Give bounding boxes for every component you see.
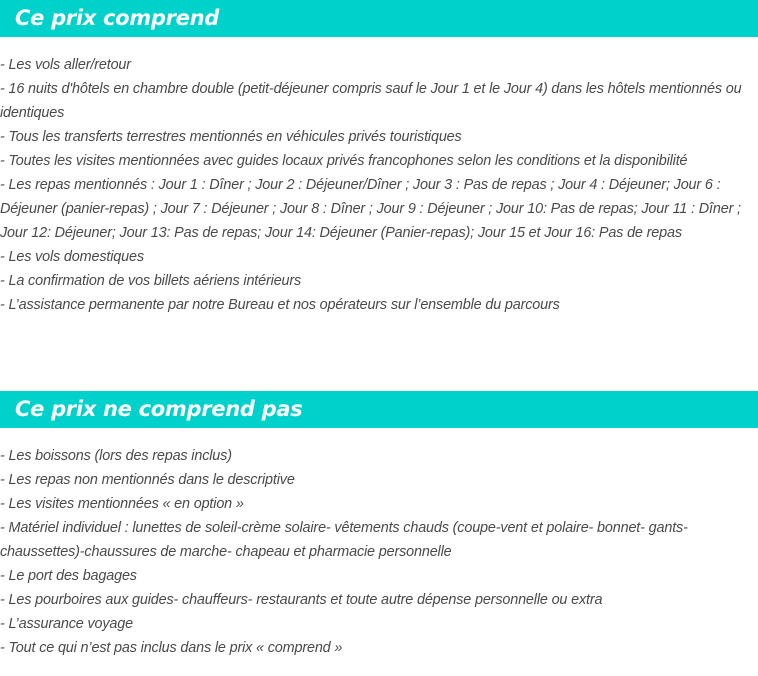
list-item: - Tout ce qui n’est pas inclus dans le prix « comprend » — [0, 640, 343, 656]
list-item: - L’assistance permanente par notre Bureau et nos opérateurs sur l’ensemble du parcours — [0, 297, 560, 313]
list-item: - La confirmation de vos billets aériens intérieurs — [0, 273, 302, 289]
list-item: - Tous les transferts terrestres mentionnés en véhicules privés touristiques — [0, 129, 462, 145]
list-item: - Les repas mentionnés : Jour 1 : Dîner ; Jour 2 : Déjeuner/Dîner ; Jour 3 : Pas de repas ; Jour 4 : Déjeuner; Jour 6 : Déjeuner (panier-repas) ; Jour 7 : Déjeuner ; Jour 8 : Dîner ; Jour 9 : Déjeuner ; Jour 10: Pas de repas; Jour 11 : Dîner ; Jour 12: Déjeuner; Jour 13: Pas de repas; Jour 14: Déjeuner (Panier-repas); Jour 15 et Jour 16: Pas de repas — [0, 177, 741, 241]
list-item: - Matériel individuel : lunettes de soleil-crème solaire- vêtements chauds (coupe-vent et polaire- bonnet- gants-chaussettes)-chaussures de marche- chapeau et pharmacie personnelle — [0, 520, 688, 560]
included-list — [0, 53, 758, 317]
included-section-header — [0, 0, 758, 37]
excluded-list — [0, 444, 758, 660]
list-item: - Les pourboires aux guides- chauffeurs- restaurants et toute autre dépense personnelle ou extra — [0, 592, 603, 608]
list-item: - Les vols aller/retour — [0, 57, 131, 73]
list-item: - Toutes les visites mentionnées avec guides locaux privés francophones selon les conditions et la disponibilité — [0, 153, 688, 169]
list-item: - Les vols domestiques — [0, 249, 144, 265]
list-item: - Les boissons (lors des repas inclus) — [0, 448, 232, 464]
excluded-section-title: Ce prix ne comprend pas — [15, 397, 303, 421]
list-item: - 16 nuits d'hôtels en chambre double (petit-déjeuner compris sauf le Jour 1 et le Jour 4) dans les hôtels mentionnés ou identiques — [0, 81, 742, 121]
list-item: - L’assurance voyage — [0, 616, 133, 632]
list-item: - Le port des bagages — [0, 568, 137, 584]
excluded-section-header — [0, 391, 758, 428]
list-item: - Les repas non mentionnés dans le descriptive — [0, 472, 295, 488]
included-section-title: Ce prix comprend — [15, 6, 219, 30]
list-item: - Les visites mentionnées « en option » — [0, 496, 244, 512]
